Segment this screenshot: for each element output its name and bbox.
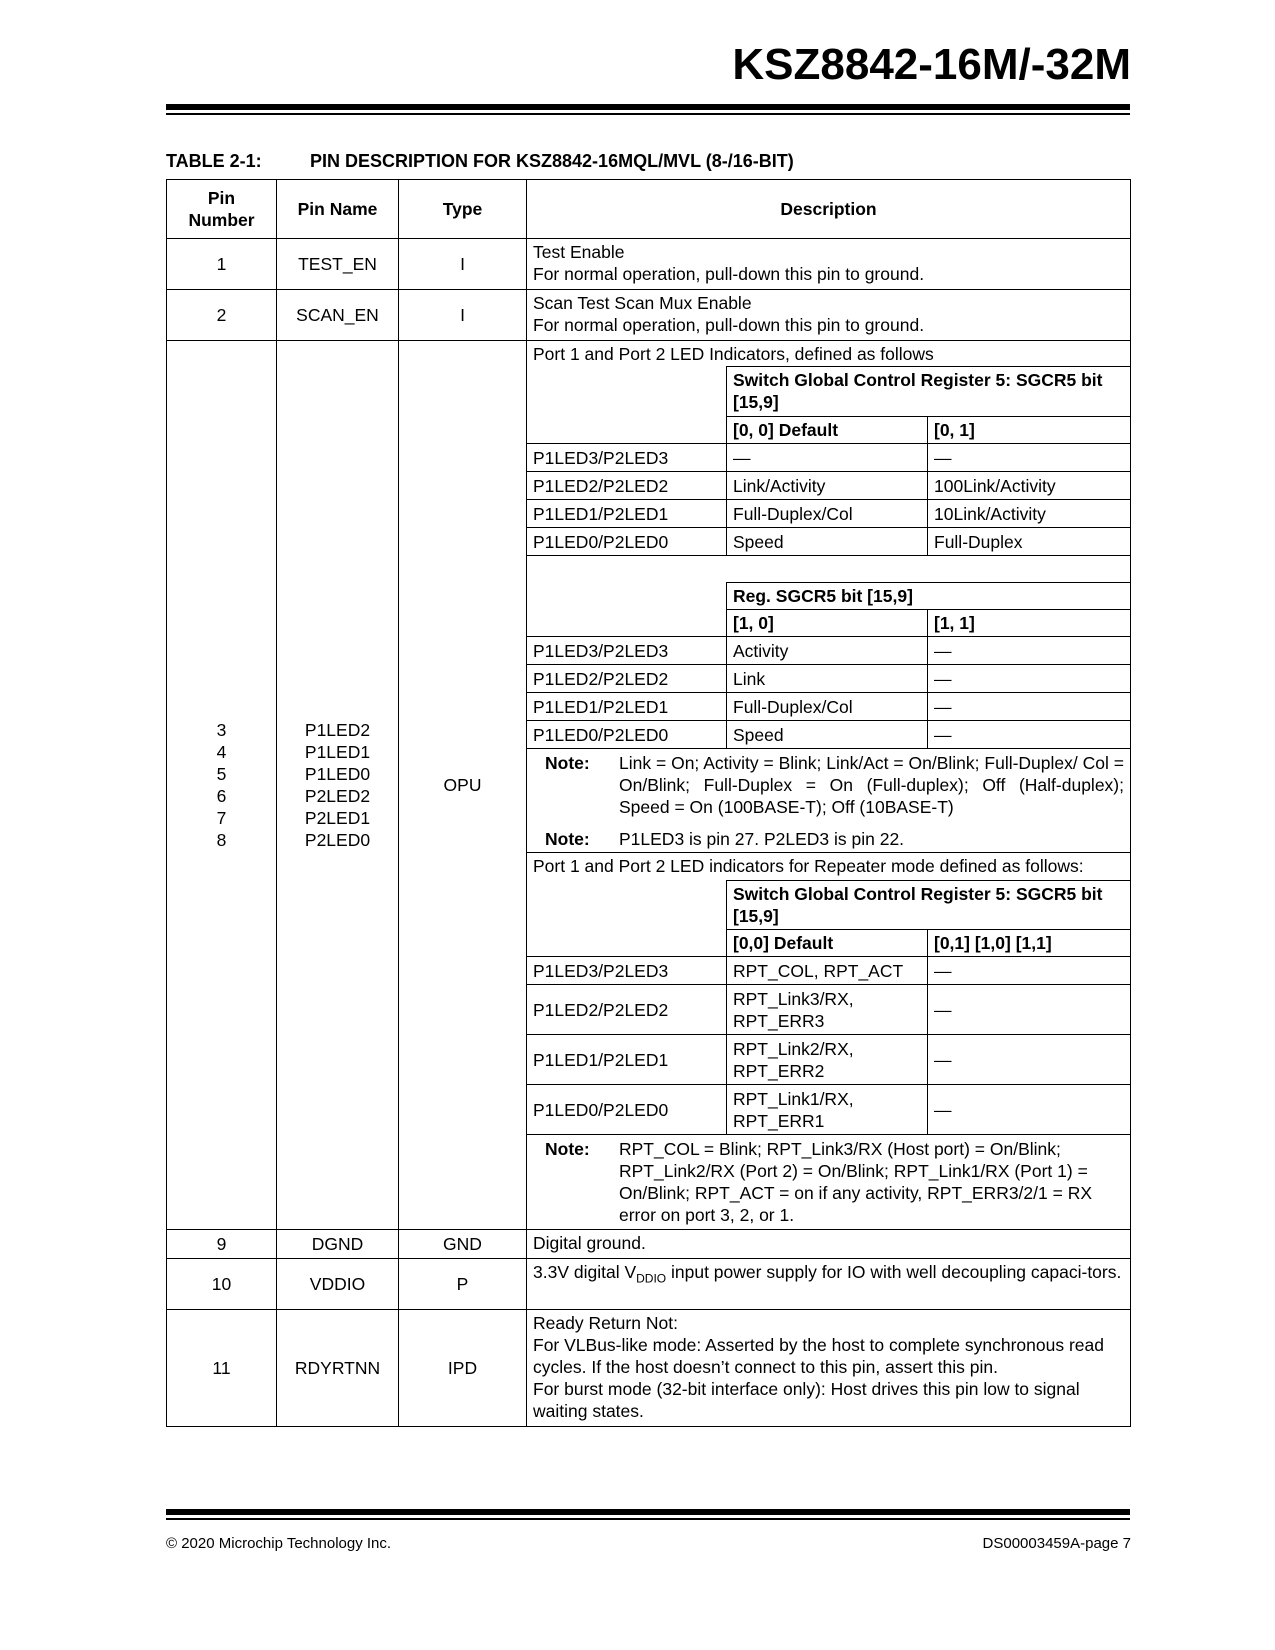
note: Note: P1LED3 is pin 27. P2LED3 is pin 22. xyxy=(545,829,905,849)
note: Note: RPT_COL = Blink; RPT_Link3/RX (Host port) = On/Blink; RPT_Link2/RX (Port 2) = On/Blink; RPT_Link1/RX (Port 1) = On/Blink; RPT_ACT = on if any activity, RPT_ERR3/2/1 = RX error on port 3, 2, or 1. xyxy=(545,1139,1093,1225)
pin-name: TEST_EN xyxy=(277,239,399,290)
led-table-alt: Reg. SGCR5 bit [15,9] [1, 0] [1, 1] P1LED3/P2LED3 Activity — P1LED2/P2LED2 Link — P1LED1/P2LED1 Full-Duplex/Col — P1LED0/P2LED0 Speed — xyxy=(527,582,1130,749)
pin-description: Test Enable For normal operation, pull-down this pin to ground. xyxy=(527,239,1131,290)
pin-number: 1 xyxy=(167,239,277,290)
table-row xyxy=(167,1310,1131,1427)
col-type: Type xyxy=(399,180,527,239)
pin-number: 11 xyxy=(167,1310,277,1427)
pin-number: 2 xyxy=(167,290,277,341)
led-row: P1LED0/P2LED0 Speed Full-Duplex xyxy=(527,527,1130,555)
footer-page-number: DS00003459A-page 7 xyxy=(982,1535,1131,1552)
footer-copyright: © 2020 Microchip Technology Inc. xyxy=(166,1535,392,1552)
pin-name: SCAN_EN xyxy=(277,290,399,341)
led-row: P1LED1/P2LED1 RPT_Link2/RX, RPT_ERR2 — xyxy=(527,1034,1130,1084)
table-caption xyxy=(166,151,794,172)
pin-description: Ready Return Not: For VLBus-like mode: Asserted by the host to complete synchronous read cycles. If the host doesn’t connect to this pin, assert this pin. For burst mode (32-bit interface only): Host drives this pin low to signal waiting states. xyxy=(527,1310,1131,1427)
led-row: P1LED2/P2LED2 Link/Activity 100Link/Activity xyxy=(527,471,1130,499)
table-number: TABLE 2-1: xyxy=(166,151,262,171)
led-table-default: Switch Global Control Register 5: SGCR5 bit [15,9] [0, 0] Default [0, 1] P1LED3/P2LED3 — — P1LED2/P2LED2 Link/Activity 100Link/Activity P1LED1/P2LED1 Full-Duplex/Col 10Link/Activity P1LED0/P2LED0 Speed Full-Duplex xyxy=(527,367,1130,555)
table-row xyxy=(167,290,1131,341)
table-header-row xyxy=(167,180,1131,239)
pin-name: P1LED2 P1LED1 P1LED0 P2LED2 P2LED1 P2LED0 xyxy=(277,341,399,1230)
led-row: P1LED3/P2LED3 Activity — xyxy=(527,636,1130,664)
table-row xyxy=(167,239,1131,290)
header-rule xyxy=(166,104,1130,110)
pin-type: I xyxy=(399,239,527,290)
footer-rule-thin xyxy=(166,1518,1130,1520)
page-title: KSZ8842-16M/-32M xyxy=(732,40,1131,89)
pin-type: GND xyxy=(399,1230,527,1259)
led-row: P1LED3/P2LED3 RPT_COL, RPT_ACT — xyxy=(527,956,1130,984)
table-row xyxy=(167,1230,1131,1259)
led-row: P1LED0/P2LED0 RPT_Link1/RX, RPT_ERR1 — xyxy=(527,1084,1130,1135)
footer-rule xyxy=(166,1509,1130,1515)
pin-number: 9 xyxy=(167,1230,277,1259)
pin-description: Scan Test Scan Mux Enable For normal operation, pull-down this pin to ground. xyxy=(527,290,1131,341)
led-row: P1LED2/P2LED2 Link — xyxy=(527,664,1130,692)
led-row: P1LED3/P2LED3 — — xyxy=(527,443,1130,471)
led-table-repeater: Switch Global Control Register 5: SGCR5 bit [15,9] [0,0] Default [0,1] [1,0] [1,1] P1LED3/P2LED3 RPT_COL, RPT_ACT — P1LED2/P2LED2 RPT_Link3/RX, RPT_ERR3 — P1LED1/P2LED1 RPT_Link2/RX, RPT_ERR2 — P1LED0/P2LED0 RPT_Link1/RX, RPT_ERR1 — xyxy=(527,880,1130,1135)
col-pin-number: Pin Number xyxy=(167,180,277,239)
pin-name: DGND xyxy=(277,1230,399,1259)
pin-description: Port 1 and Port 2 LED Indicators, defined as follows Switch Global Control Register 5: SGCR5 bit [15,9] [0, 0] Default [0, 1] P1LED3/P2LED3 — — P1LED2/P2LED2 Link/Activity 100Link/Activity P1LED1/P2LED1 Full-Duplex/Col 10Link/Activity P1LED0/P2LED0 Speed Full-Duplex Reg. SGCR5 bit [15,9] [1, 0] [1, 1] P1LED3/P2LED3 Activity — P1LED2/P2LED2 Link — P1LED1/P2LED1 Full-Duplex/Col — P1LED0/P2LED0 Speed — Note: Link = On; Activity = Blink; Link/Act = On/Blink; Full-Duplex/ Col = On/Blink; Full-Duplex = On (Full-duplex); Off (Half-duplex); Speed = On (100BASE-T); Off (10BASE-T) Note: P1LED3 is pin 27. P2LED3 is pin 22. Port 1 and Port 2 LED indicators for Repeater mode defined as follows: Switch Global Control Register 5: SGCR5 bit [15,9] [0,0] Default [0,1] [1,0] [1,1] P1LED3/P2LED3 RPT_COL, RPT_ACT — P1LED2/P2LED2 RPT_Link3/RX, RPT_ERR3 — P1LED1/P2LED1 RPT_Link2/RX, RPT_ERR2 — P1LED0/P2LED0 RPT_Link1/RX, RPT_ERR1 — Note: RPT_COL = Blink; RPT_Link3/RX (Host port) = On/Blink; RPT_Link2/RX (Port 2) = On/Blink; RPT_Link1/RX (Port 1) = On/Blink; RPT_ACT = on if any activity, RPT_ERR3/2/1 = RX error on port 3, 2, or 1. xyxy=(527,341,1131,1230)
pin-number: 3 4 5 6 7 8 xyxy=(167,341,277,1230)
pin-type: P xyxy=(399,1259,527,1310)
led-row: P1LED1/P2LED1 Full-Duplex/Col — xyxy=(527,692,1130,720)
col-pin-name: Pin Name xyxy=(277,180,399,239)
table-row xyxy=(167,1259,1131,1310)
header-rule-thin xyxy=(166,113,1130,115)
note: Note: Link = On; Activity = Blink; Link/Act = On/Blink; Full-Duplex/ Col = On/Blink; Full-Duplex = On (Full-duplex); Off (Half-duplex); Speed = On (100BASE-T); Off (10BASE-T) xyxy=(545,753,1124,817)
pin-type: I xyxy=(399,290,527,341)
pin-name: VDDIO xyxy=(277,1259,399,1310)
pin-number: 10 xyxy=(167,1259,277,1310)
led-row: P1LED0/P2LED0 Speed — xyxy=(527,720,1130,749)
led-row: P1LED1/P2LED1 Full-Duplex/Col 10Link/Activity xyxy=(527,499,1130,527)
pin-type: IPD xyxy=(399,1310,527,1427)
led-row: P1LED2/P2LED2 RPT_Link3/RX, RPT_ERR3 — xyxy=(527,984,1130,1034)
pin-description: Digital ground. xyxy=(527,1230,1131,1259)
table-title: PIN DESCRIPTION FOR KSZ8842-16MQL/MVL (8-/16-BIT) xyxy=(310,151,794,171)
pin-description: 3.3V digital $V_{DDIO}$ input power supply for IO with well decoupling capaci-tors. xyxy=(527,1259,1131,1310)
pin-description-table xyxy=(166,179,1131,1427)
col-description: Description xyxy=(527,180,1131,239)
pin-type: OPU xyxy=(399,341,527,1230)
table-row xyxy=(167,341,1131,1230)
pin-name: RDYRTNN xyxy=(277,1310,399,1427)
